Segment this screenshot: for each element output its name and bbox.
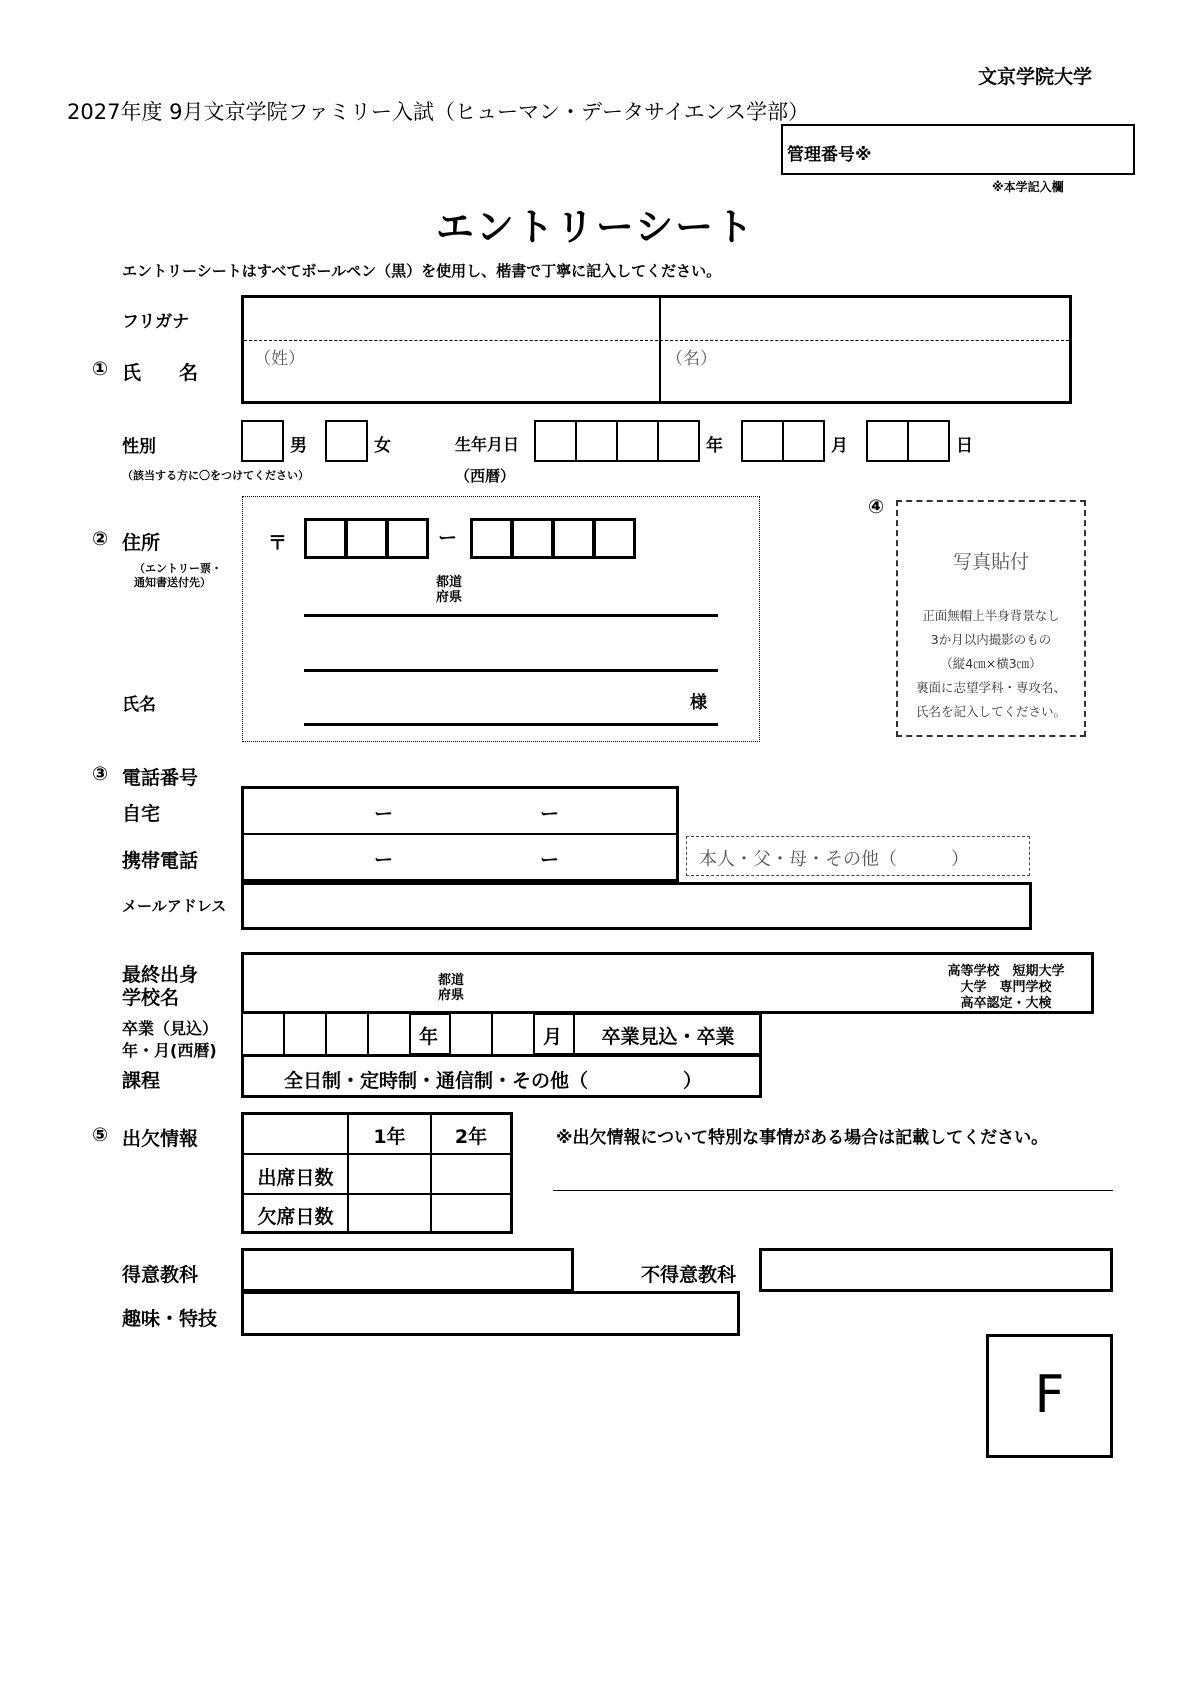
address-line-2	[304, 669, 718, 672]
absence-days-year2[interactable]	[433, 1196, 509, 1229]
section-num-1: ①	[92, 358, 109, 380]
birth-day-unit: 日	[956, 436, 973, 456]
honorific: 様	[690, 693, 707, 713]
furigana-label: フリガナ	[122, 312, 190, 332]
mobile-phone-label: 携帯電話	[122, 850, 199, 872]
grad-label-2: 年・月(西暦)	[122, 1041, 217, 1060]
attendance-label: 出欠情報	[122, 1128, 199, 1150]
postal-digit[interactable]	[593, 518, 636, 559]
gender-female-label: 女	[374, 436, 391, 456]
good-subject-label: 得意教科	[122, 1264, 199, 1286]
given-name-hint: （名）	[666, 349, 717, 369]
address-note-2: 通知書送付先）	[134, 576, 211, 589]
address-line-2-field[interactable]	[304, 645, 718, 671]
surname-hint: （姓）	[254, 349, 305, 369]
prefecture-label-1: 都道	[436, 575, 463, 590]
section-num-2: ②	[92, 528, 109, 550]
birth-year-unit: 年	[706, 436, 723, 456]
admin-note: ※本学記入欄	[992, 180, 1064, 194]
phone-owner-options: 本人・父・母・その他（ ）	[699, 849, 969, 870]
postal-digit[interactable]	[552, 518, 595, 559]
postal-dash: ー	[438, 527, 458, 549]
attendance-days-year1[interactable]	[350, 1156, 428, 1191]
birthdate-era-note: （西暦）	[455, 467, 516, 485]
course-label: 課程	[122, 1070, 161, 1092]
birth-day-digit[interactable]	[907, 420, 950, 462]
phone-label: 電話番号	[122, 767, 199, 789]
photo-title: 写真貼付	[952, 551, 1029, 573]
grad-month-digit[interactable]	[491, 1012, 535, 1056]
attendance-reason-line	[553, 1190, 1113, 1191]
mobile-phone-dash: ー	[540, 849, 560, 871]
email-field[interactable]	[241, 882, 1032, 930]
postal-digit[interactable]	[511, 518, 554, 559]
attendance-row-2: 欠席日数	[257, 1206, 334, 1228]
furigana-separator	[244, 340, 1069, 341]
address-line-1	[304, 614, 718, 617]
exam-title: 2027年度 9月文京学院ファミリー入試（ヒューマン・データサイエンス学部）	[67, 100, 810, 124]
name-box	[241, 295, 1072, 404]
addressee-name-field[interactable]	[304, 698, 684, 724]
photo-note-5: 氏名を記入してください。	[915, 704, 1066, 719]
hobby-label: 趣味・特技	[122, 1308, 218, 1330]
school-prefecture-1: 都道	[438, 973, 465, 988]
university-name: 文京学院大学	[978, 66, 1093, 88]
attendance-col-2: 2年	[454, 1126, 488, 1148]
form-code: F	[1034, 1365, 1065, 1425]
attendance-col-1: 1年	[373, 1126, 406, 1148]
phone-owner-box[interactable]	[686, 836, 1030, 876]
birth-month-unit: 月	[831, 436, 848, 456]
bad-subject-label: 不得意教科	[641, 1264, 737, 1286]
birth-year-digit[interactable]	[575, 420, 618, 462]
postal-mark: 〒	[268, 532, 288, 554]
grad-status-options[interactable]: 卒業見込・卒業	[601, 1026, 735, 1048]
grad-year-digit[interactable]	[283, 1012, 327, 1056]
phone-divider	[244, 833, 676, 835]
birth-day-digit[interactable]	[866, 420, 909, 462]
section-num-4: ④	[868, 496, 885, 518]
address-note-1: （エントリー票・	[134, 562, 222, 575]
section-num-3: ③	[92, 763, 109, 785]
school-type-2: 大学 専門学校	[960, 980, 1052, 995]
given-name-field[interactable]	[662, 344, 1067, 398]
home-phone-field[interactable]	[246, 791, 674, 831]
address-label: 住所	[122, 532, 161, 554]
school-label-1: 最終出身	[122, 964, 199, 986]
address-line-1-field[interactable]	[304, 590, 718, 616]
bad-subject-field[interactable]	[759, 1248, 1113, 1292]
grad-year-unit: 年	[419, 1026, 439, 1048]
mobile-phone-dash: ー	[374, 849, 394, 871]
phone-box	[241, 786, 679, 882]
grad-month-unit: 月	[543, 1026, 563, 1048]
attendance-table	[241, 1112, 513, 1234]
attendance-reason-field[interactable]	[553, 1164, 1113, 1190]
furigana-given-field[interactable]	[662, 300, 1067, 338]
good-subject-field[interactable]	[241, 1248, 574, 1292]
photo-note-2: 3か月以内撮影のもの	[930, 632, 1052, 647]
gender-note: （該当する方に〇をつけてください）	[122, 469, 309, 482]
photo-note-3: （縦4㎝×横3㎝）	[940, 656, 1042, 671]
attendance-row-line	[244, 1193, 510, 1195]
attendance-days-year2[interactable]	[433, 1156, 509, 1191]
grad-year-digit[interactable]	[367, 1012, 411, 1056]
home-phone-dash: ー	[374, 803, 394, 825]
email-label: メールアドレス	[122, 897, 227, 915]
postal-digit[interactable]	[304, 518, 347, 559]
home-phone-dash: ー	[540, 803, 560, 825]
birth-month-digit[interactable]	[741, 420, 784, 462]
school-prefecture-2: 府県	[438, 988, 465, 1003]
birth-year-digit[interactable]	[534, 420, 577, 462]
attendance-row-line	[244, 1153, 510, 1155]
grad-month-digit[interactable]	[449, 1012, 493, 1056]
addressee-name-line	[304, 723, 718, 726]
postal-digit[interactable]	[386, 518, 429, 559]
gender-label: 性別	[122, 437, 156, 457]
admin-number-label: 管理番号※	[787, 145, 872, 165]
attendance-note: ※出欠情報について特別な事情がある場合は記載してください。	[556, 1128, 1049, 1148]
form-code-box	[986, 1334, 1113, 1458]
gender-female-box[interactable]	[325, 420, 368, 462]
name-divider	[659, 298, 661, 401]
admin-number-box	[781, 124, 1135, 175]
course-box[interactable]	[241, 1054, 762, 1098]
photo-note-4: 裏面に志望学科・専攻名、	[915, 680, 1066, 695]
name-label: 氏 名	[122, 362, 199, 384]
birthdate-label: 生年月日	[455, 435, 520, 454]
gender-male-box[interactable]	[241, 420, 284, 462]
prefecture-label-2: 府県	[436, 590, 463, 605]
postal-digit[interactable]	[470, 518, 513, 559]
grad-label-1: 卒業（見込）	[122, 1019, 219, 1038]
instruction: エントリーシートはすべてボールペン（黒）を使用し、楷書で丁寧に記入してください。	[122, 262, 722, 280]
mobile-phone-field[interactable]	[246, 837, 674, 877]
hobby-field[interactable]	[241, 1291, 740, 1336]
school-type-1: 高等学校 短期大学	[947, 964, 1065, 979]
course-options: 全日制・定時制・通信制・その他（ ）	[284, 1070, 703, 1092]
school-name-field[interactable]	[241, 952, 1094, 1014]
addressee-name-label: 氏名	[122, 695, 156, 715]
section-num-5: ⑤	[92, 1124, 109, 1146]
school-type-3: 高卒認定・大検	[960, 996, 1052, 1011]
grad-year-digit[interactable]	[241, 1012, 285, 1056]
absence-days-year1[interactable]	[350, 1196, 428, 1229]
photo-note-1: 正面無帽上半身背景なし	[922, 608, 1060, 623]
gender-male-label: 男	[290, 436, 307, 456]
school-label-2: 学校名	[122, 987, 180, 1009]
attendance-row-1: 出席日数	[257, 1167, 334, 1189]
birth-year-digit[interactable]	[657, 420, 700, 462]
sheet-title: エントリーシート	[435, 205, 756, 249]
birth-month-digit[interactable]	[782, 420, 825, 462]
surname-field[interactable]	[246, 344, 656, 398]
birth-year-digit[interactable]	[616, 420, 659, 462]
grad-year-digit[interactable]	[325, 1012, 369, 1056]
home-phone-label: 自宅	[122, 803, 161, 825]
photo-box[interactable]	[896, 500, 1086, 737]
postal-digit[interactable]	[345, 518, 388, 559]
furigana-surname-field[interactable]	[246, 300, 656, 338]
